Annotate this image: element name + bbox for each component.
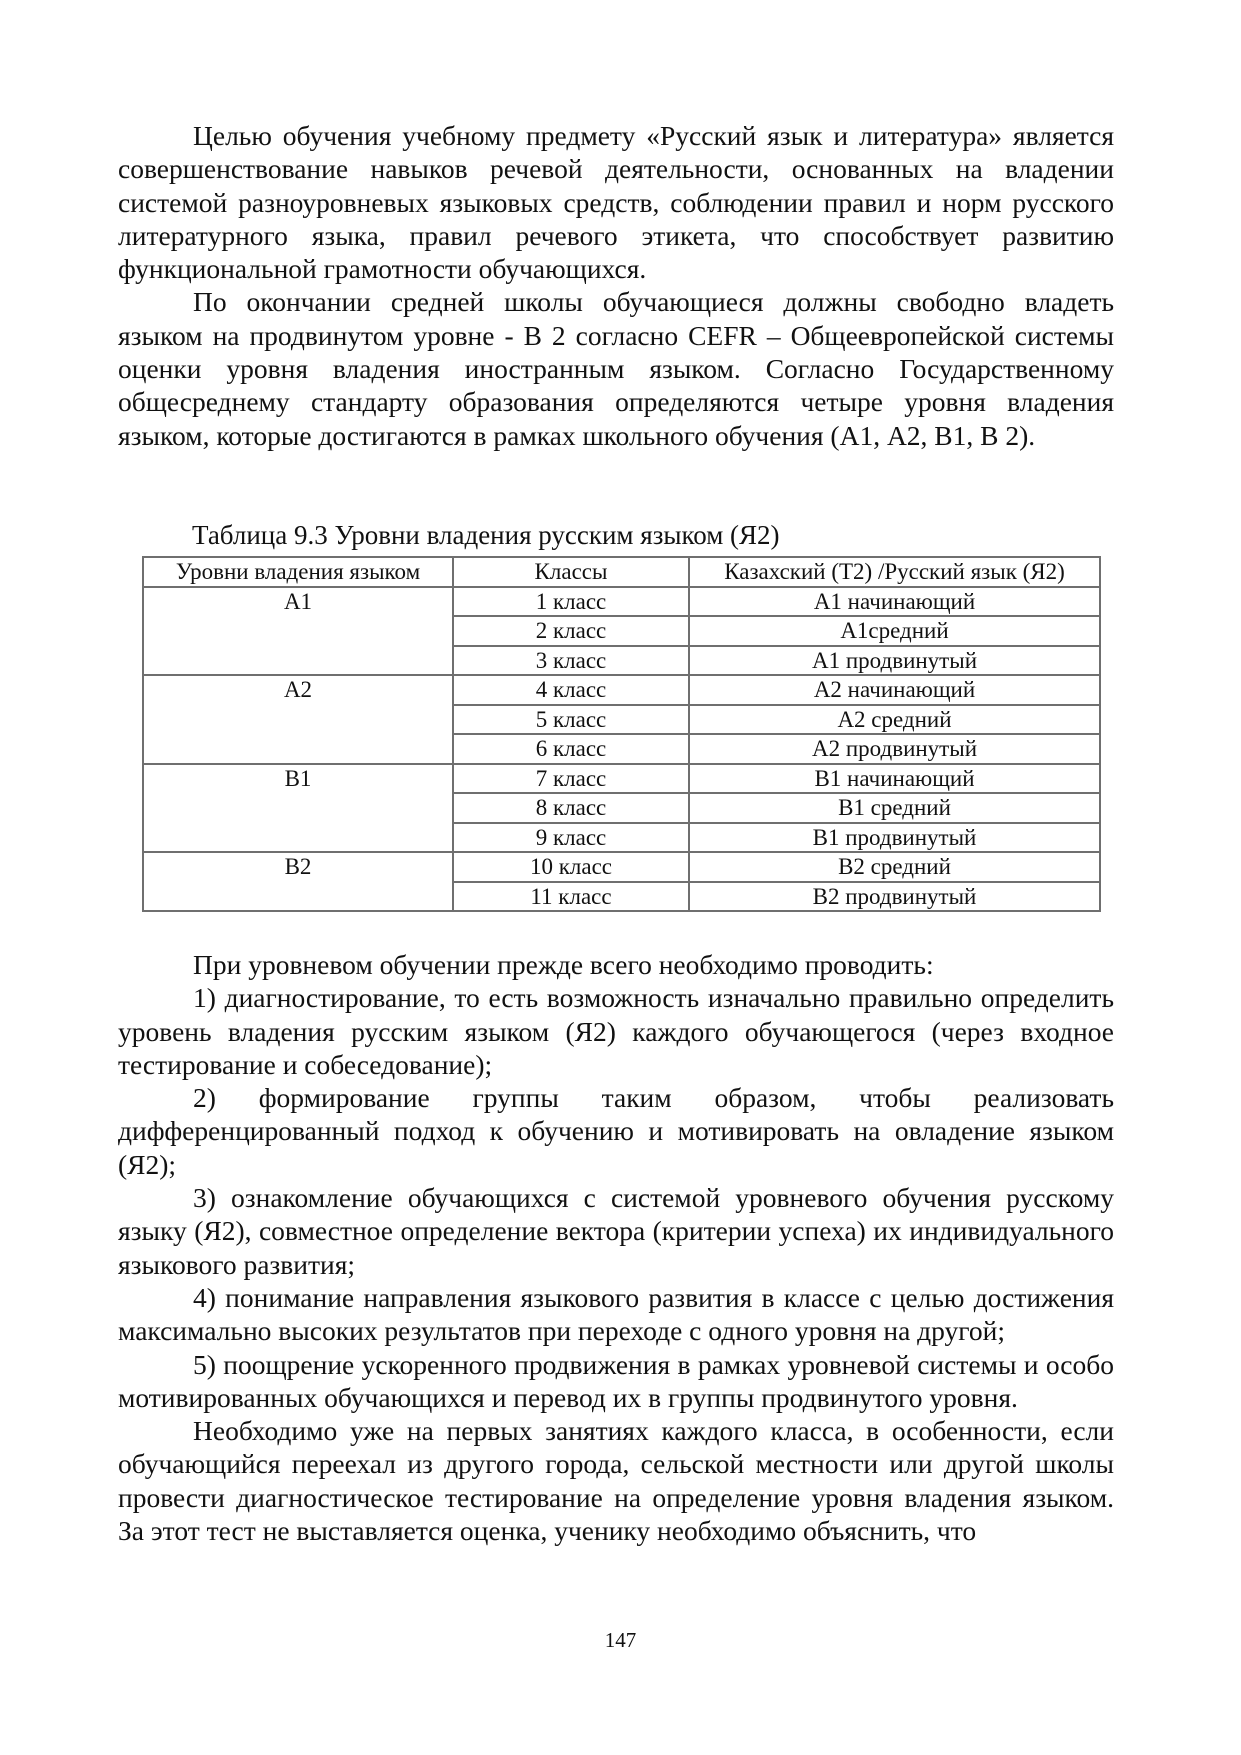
table-caption: Таблица 9.3 Уровни владения русским языком (Я2) [192,520,780,550]
descriptor-cell: В2 средний [689,852,1100,882]
list-item: 2) формирование группы таким образом, чтобы реализовать дифференцированный подход к обучению и мотивировать на овладение языком (Я2); [118,1082,1114,1180]
table-row [143,764,1100,794]
descriptor-cell: А2 начинающий [689,675,1100,705]
grade-cell: 8 класс [453,793,689,823]
list-item: 3) ознакомление обучающихся с системой уровневого обучения русскому языку (Я2), совместное определение вектора (критерии успеха) их индивидуального языкового развития; [118,1182,1114,1280]
descriptor-cell: В1 начинающий [689,764,1100,794]
descriptor-cell: В1 средний [689,793,1100,823]
language-levels-table [142,556,1101,912]
grade-cell: 5 класс [453,705,689,735]
descriptor-cell: А2 продвинутый [689,734,1100,764]
header-grade: Классы [453,557,689,587]
paragraph-goal: Целью обучения учебному предмету «Русский язык и литература» является совершенствование навыков речевой деятельности, основанных на владении системой разноуровневых языковых средств, соблюдении правил и норм русского литературного языка, правил речевого этикета, что способствует развитию функциональной грамотности обучающихся. [118,120,1114,285]
page-number: 147 [604,1628,637,1652]
paragraph-levels: По окончании средней школы обучающиеся должны свободно владеть языком на продвинутом уровне - В 2 согласно CEFR – Общеевропейской системы оценки уровня владения иностранным языком. Согласно Государственному общесреднему стандарту образования определяются четыре уровня владения языком, которые достигаются в рамках школьного обучения (А1, А2, В1, В 2). [118,286,1114,451]
grade-cell: 3 класс [453,646,689,676]
grade-cell: 11 класс [453,882,689,912]
grade-cell: 9 класс [453,823,689,853]
table-header-row [143,557,1100,587]
table-row [143,675,1100,705]
table-row [143,852,1100,882]
after-table-text [118,948,1114,1547]
grade-cell: 10 класс [453,852,689,882]
list-item: 5) поощрение ускоренного продвижения в рамках уровневой системы и особо мотивированных обучающихся и перевод их в группы продвинутого уровня. [118,1348,1114,1413]
descriptor-cell: А1средний [689,616,1100,646]
header-descriptor: Казахский (Т2) /Русский язык (Я2) [689,557,1100,587]
descriptor-cell: А2 средний [689,705,1100,735]
level-cell: В1 [143,764,453,853]
descriptor-cell: В2 продвинутый [689,882,1100,912]
list-item: 4) понимание направления языкового развития в классе с целью достижения максимально высоких результатов при переходе с одного уровня на другой; [118,1281,1114,1347]
grade-cell: 7 класс [453,764,689,794]
level-cell: А1 [143,587,453,676]
paragraph-diagnostic: Необходимо уже на первых занятиях каждого класса, в особенности, если обучающийся переехал из другого города, сельской местности или другой школы провести диагностическое тестирование на определение уровня владения языком. За этот тест не выставляется оценка, ученику необходимо объяснить, что [118,1415,1114,1547]
header-level: Уровни владения языком [143,557,453,587]
grade-cell: 6 класс [453,734,689,764]
list-item: 1) диагностирование, то есть возможность изначально правильно определить уровень владения русским языком (Я2) каждого обучающегося (через входное тестирование и собеседование); [118,982,1114,1080]
grade-cell: 1 класс [453,587,689,617]
grade-cell: 2 класс [453,616,689,646]
level-cell: В2 [143,852,453,911]
descriptor-cell: В1 продвинутый [689,823,1100,853]
descriptor-cell: А1 начинающий [689,587,1100,617]
paragraph-intro-list: При уровневом обучении прежде всего необходимо проводить: [193,949,934,980]
level-cell: А2 [143,675,453,764]
table-row [143,587,1100,617]
intro-text [118,119,1114,452]
grade-cell: 4 класс [453,675,689,705]
descriptor-cell: А1 продвинутый [689,646,1100,676]
